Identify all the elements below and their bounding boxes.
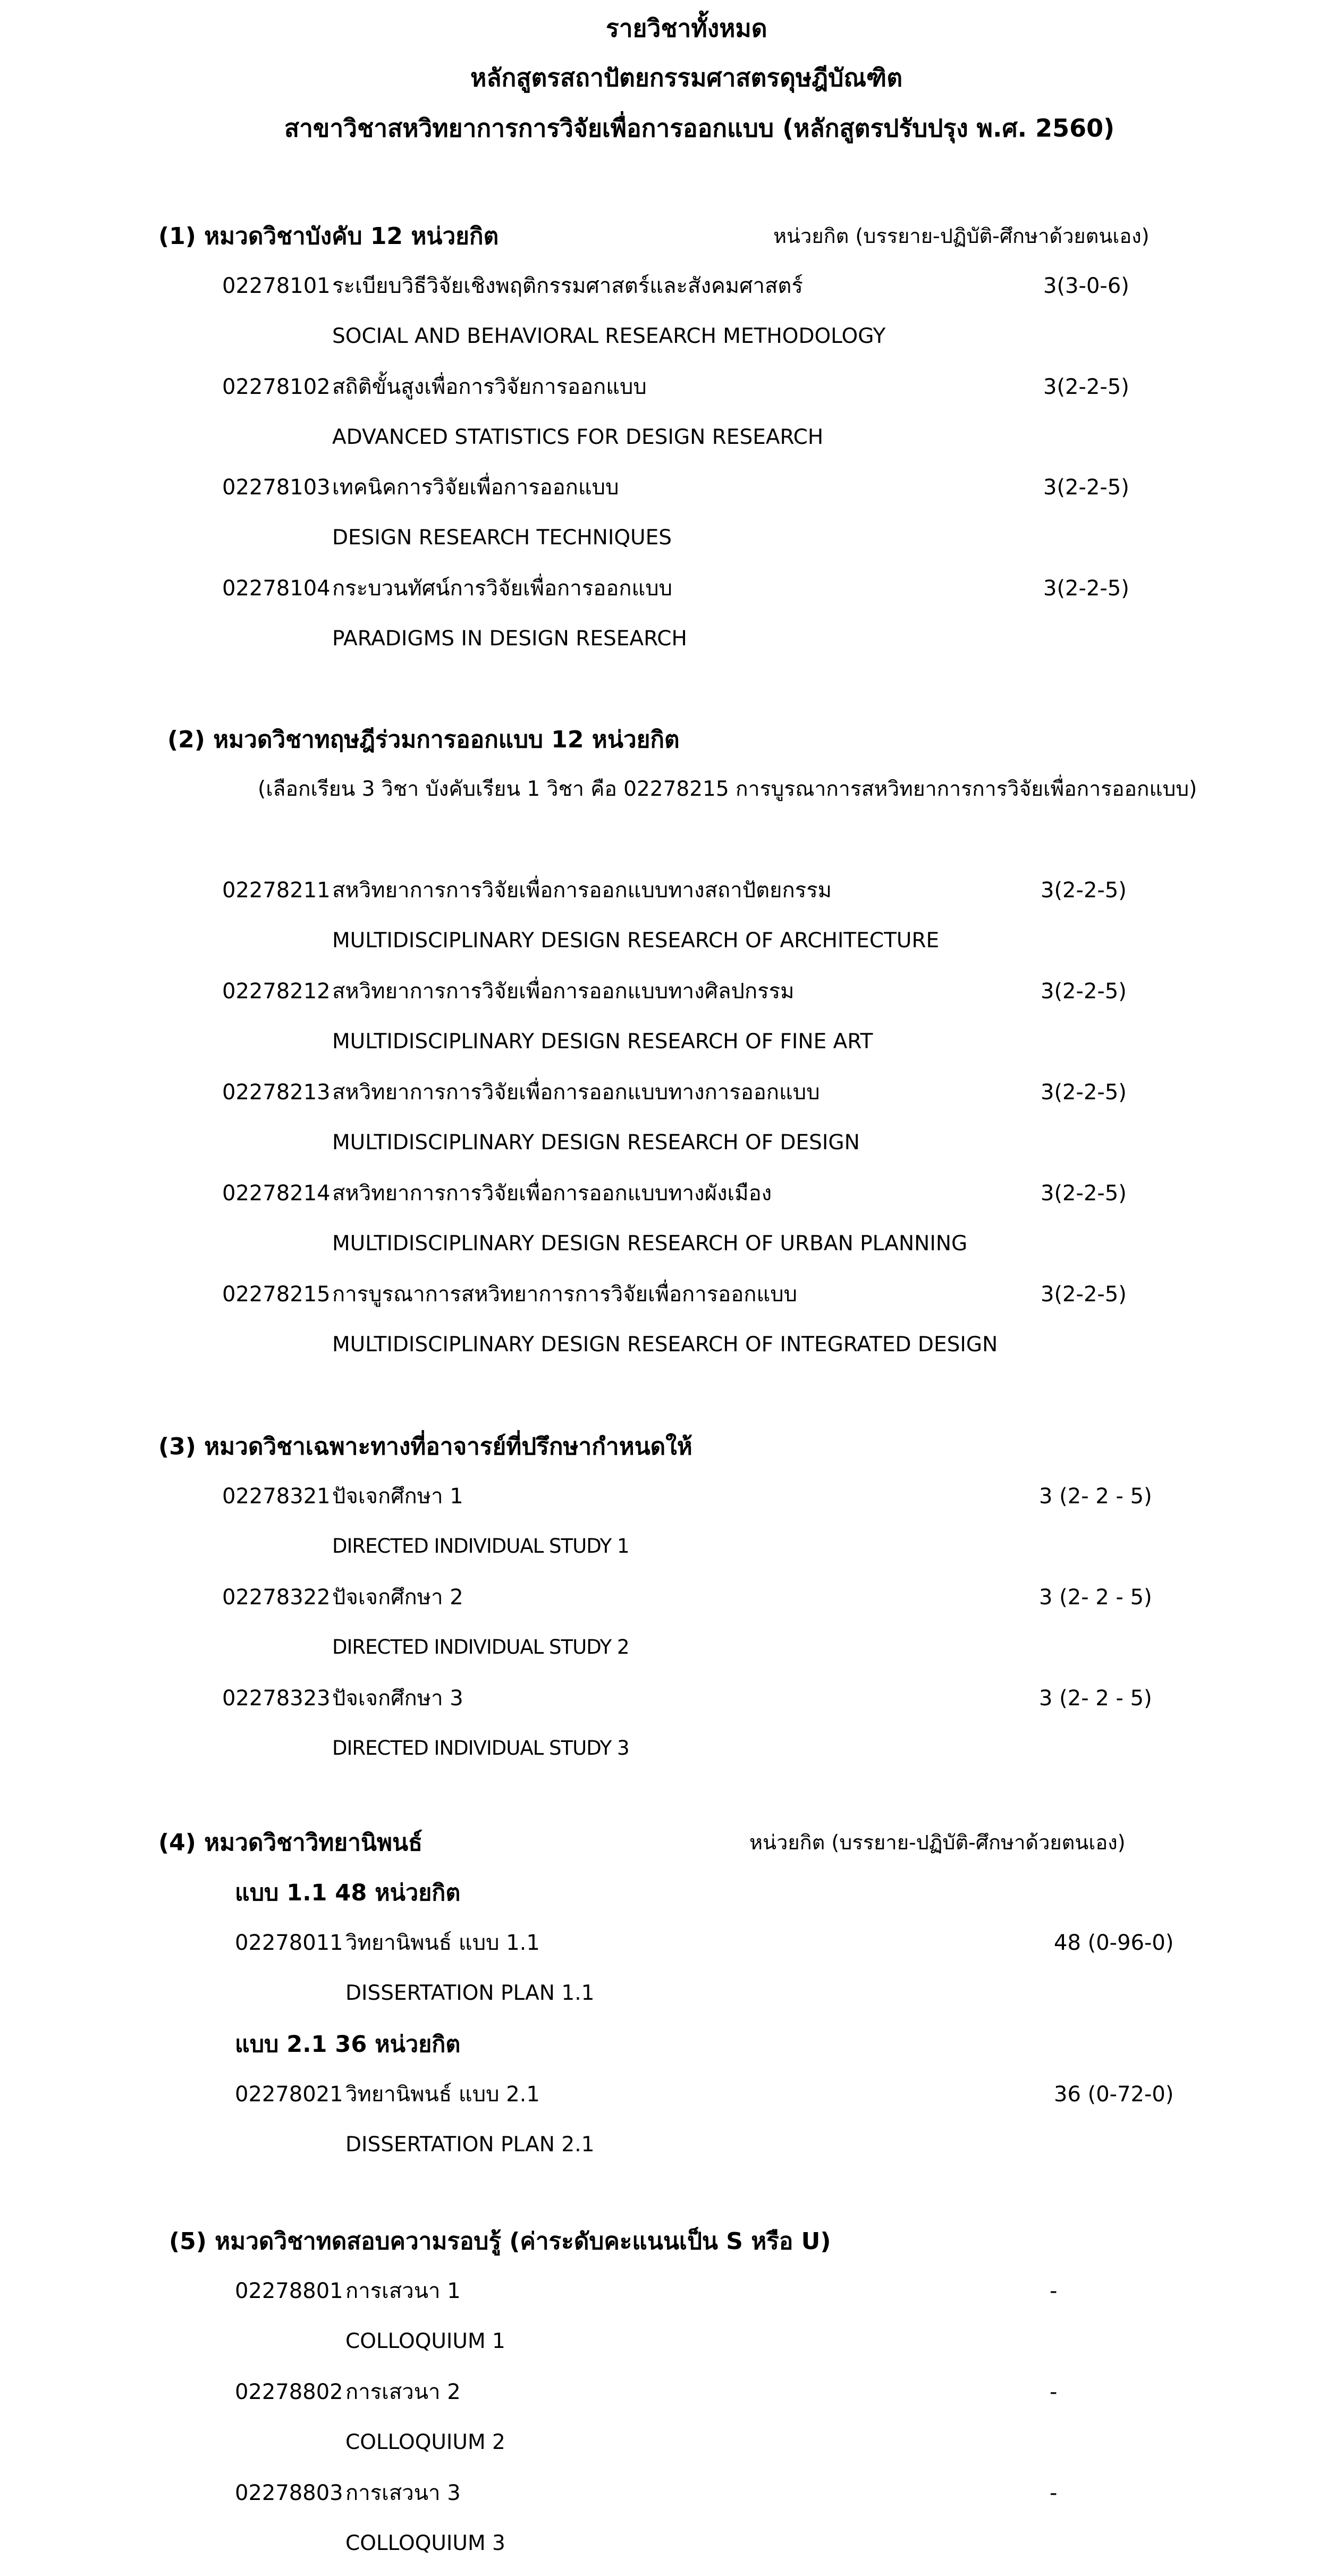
course-english-name: DISSERTATION PLAN 1.1 xyxy=(345,1981,595,2005)
course-thai-name: ปัจเจกศึกษา 1 xyxy=(332,1484,463,1509)
course-thai-name: สหวิทยาการการวิจัยเพื่อการออกแบบทางการออกแบบ xyxy=(332,1080,820,1105)
course-credit: - xyxy=(1050,2380,1058,2404)
program-name: สาขาวิชาสหวิทยาการการวิจัยเพื่อการออกแบบ (หลักสูตรปรับปรุง พ.ศ. 2560) xyxy=(284,114,1115,142)
course-thai-name: สหวิทยาการการวิจัยเพื่อการออกแบบทางสถาปัตยกรรม xyxy=(332,878,832,903)
course-code: 02278103 xyxy=(222,475,331,500)
course-credit: 3(2-2-5) xyxy=(1043,375,1129,399)
section-3-title: (3) หมวดวิชาเฉพาะทางที่อาจารย์ที่ปรึกษากำหนดให้ xyxy=(158,1433,692,1460)
course-thai-name: การบูรณาการสหวิทยาการการวิจัยเพื่อการออกแบบ xyxy=(332,1282,797,1307)
course-english-name: COLLOQUIUM 3 xyxy=(345,2531,505,2555)
plan-label: แบบ 2.1 36 หน่วยกิต xyxy=(235,2031,461,2058)
plan-label: แบบ 1.1 48 หน่วยกิต xyxy=(235,1880,461,1906)
section-1-credit-header: หน่วยกิต (บรรยาย-ปฏิบัติ-ศึกษาด้วยตนเอง) xyxy=(773,224,1150,248)
course-code: 02278803 xyxy=(235,2481,343,2505)
course-credit: - xyxy=(1050,2481,1058,2505)
course-code: 02278011 xyxy=(235,1931,343,1955)
course-english-name: MULTIDISCIPLINARY DESIGN RESEARCH OF INTEGRATED DESIGN xyxy=(332,1333,998,1357)
course-credit: 36 (0-72-0) xyxy=(1054,2082,1174,2107)
course-credit: - xyxy=(1050,2279,1058,2303)
course-thai-name: การเสวนา 2 xyxy=(345,2380,461,2404)
course-thai-name: การเสวนา 1 xyxy=(345,2279,461,2303)
course-credit: 3(2-2-5) xyxy=(1043,576,1129,601)
course-credit: 3 (2- 2 - 5) xyxy=(1039,1585,1152,1610)
course-english-name: MULTIDISCIPLINARY DESIGN RESEARCH OF URBAN PLANNING xyxy=(332,1232,968,1256)
course-thai-name: สถิติขั้นสูงเพื่อการวิจัยการออกแบบ xyxy=(332,375,647,399)
course-english-name: COLLOQUIUM 1 xyxy=(345,2329,505,2353)
section-2-title: (2) หมวดวิชาทฤษฎีร่วมการออกแบบ 12 หน่วยกิต xyxy=(167,726,680,753)
course-credit: 3(2-2-5) xyxy=(1041,1181,1127,1206)
course-credit: 3(2-2-5) xyxy=(1041,1080,1127,1105)
course-credit: 48 (0-96-0) xyxy=(1054,1931,1174,1955)
curriculum-name: หลักสูตรสถาปัตยกรรมศาสตรดุษฎีบัณฑิต xyxy=(470,63,903,92)
section-2-note: (เลือกเรียน 3 วิชา บังคับเรียน 1 วิชา คือ 02278215 การบูรณาการสหวิทยาการการวิจัยเพื่อการออกแบบ) xyxy=(258,777,1197,801)
course-english-name: DIRECTED INDIVIDUAL STUDY 2 xyxy=(332,1636,629,1659)
course-thai-name: สหวิทยาการการวิจัยเพื่อการออกแบบทางผังเมือง xyxy=(332,1181,772,1206)
course-code: 02278213 xyxy=(222,1080,331,1105)
document-title: รายวิชาทั้งหมด xyxy=(606,14,767,43)
course-code: 02278321 xyxy=(222,1484,331,1509)
course-code: 02278801 xyxy=(235,2279,343,2303)
section-1-title: (1) หมวดวิชาบังคับ 12 หน่วยกิต xyxy=(158,223,499,250)
course-code: 02278104 xyxy=(222,576,331,601)
course-credit: 3(2-2-5) xyxy=(1041,878,1127,903)
course-code: 02278211 xyxy=(222,878,331,903)
course-code: 02278021 xyxy=(235,2082,343,2107)
course-credit: 3(3-0-6) xyxy=(1043,274,1129,298)
course-credit: 3(2-2-5) xyxy=(1043,475,1129,500)
course-thai-name: กระบวนทัศน์การวิจัยเพื่อการออกแบบ xyxy=(332,576,673,601)
course-english-name: MULTIDISCIPLINARY DESIGN RESEARCH OF DESIGN xyxy=(332,1131,860,1155)
course-code: 02278101 xyxy=(222,274,331,298)
course-code: 02278102 xyxy=(222,375,331,399)
course-english-name: DIRECTED INDIVIDUAL STUDY 3 xyxy=(332,1737,629,1760)
course-english-name: DIRECTED INDIVIDUAL STUDY 1 xyxy=(332,1535,629,1558)
section-5-title: (5) หมวดวิชาทดสอบความรอบรู้ (ค่าระดับคะแนนเป็น S หรือ U) xyxy=(169,2228,831,2255)
course-english-name: PARADIGMS IN DESIGN RESEARCH xyxy=(332,627,687,651)
course-thai-name: สหวิทยาการการวิจัยเพื่อการออกแบบทางศิลปกรรม xyxy=(332,979,795,1004)
section-4-title: (4) หมวดวิชาวิทยานิพนธ์ xyxy=(158,1829,423,1856)
course-code: 02278322 xyxy=(222,1585,331,1610)
course-thai-name: วิทยานิพนธ์ แบบ 1.1 xyxy=(345,1931,540,1955)
course-credit: 3(2-2-5) xyxy=(1041,1282,1127,1307)
course-code: 02278214 xyxy=(222,1181,331,1206)
course-english-name: MULTIDISCIPLINARY DESIGN RESEARCH OF FINE ART xyxy=(332,1030,873,1054)
course-thai-name: การเสวนา 3 xyxy=(345,2481,461,2505)
course-english-name: COLLOQUIUM 2 xyxy=(345,2430,505,2454)
course-code: 02278323 xyxy=(222,1686,331,1711)
course-credit: 3(2-2-5) xyxy=(1041,979,1127,1004)
course-code: 02278802 xyxy=(235,2380,343,2404)
course-code: 02278215 xyxy=(222,1282,331,1307)
course-english-name: DISSERTATION PLAN 2.1 xyxy=(345,2133,595,2157)
course-thai-name: ปัจเจกศึกษา 3 xyxy=(332,1686,463,1711)
course-english-name: ADVANCED STATISTICS FOR DESIGN RESEARCH xyxy=(332,425,824,449)
course-english-name: DESIGN RESEARCH TECHNIQUES xyxy=(332,526,672,550)
course-thai-name: ระเบียบวิธีวิจัยเชิงพฤติกรรมศาสตร์และสังคมศาสตร์ xyxy=(332,274,803,298)
course-thai-name: ปัจเจกศึกษา 2 xyxy=(332,1585,463,1610)
course-thai-name: เทคนิคการวิจัยเพื่อการออกแบบ xyxy=(332,475,619,500)
course-english-name: SOCIAL AND BEHAVIORAL RESEARCH METHODOLOGY xyxy=(332,324,886,348)
course-thai-name: วิทยานิพนธ์ แบบ 2.1 xyxy=(345,2082,540,2107)
course-credit: 3 (2- 2 - 5) xyxy=(1039,1484,1152,1509)
course-credit: 3 (2- 2 - 5) xyxy=(1039,1686,1152,1711)
course-english-name: MULTIDISCIPLINARY DESIGN RESEARCH OF ARCHITECTURE xyxy=(332,929,940,953)
course-code: 02278212 xyxy=(222,979,331,1004)
section-4-credit-header: หน่วยกิต (บรรยาย-ปฏิบัติ-ศึกษาด้วยตนเอง) xyxy=(749,1831,1126,1854)
